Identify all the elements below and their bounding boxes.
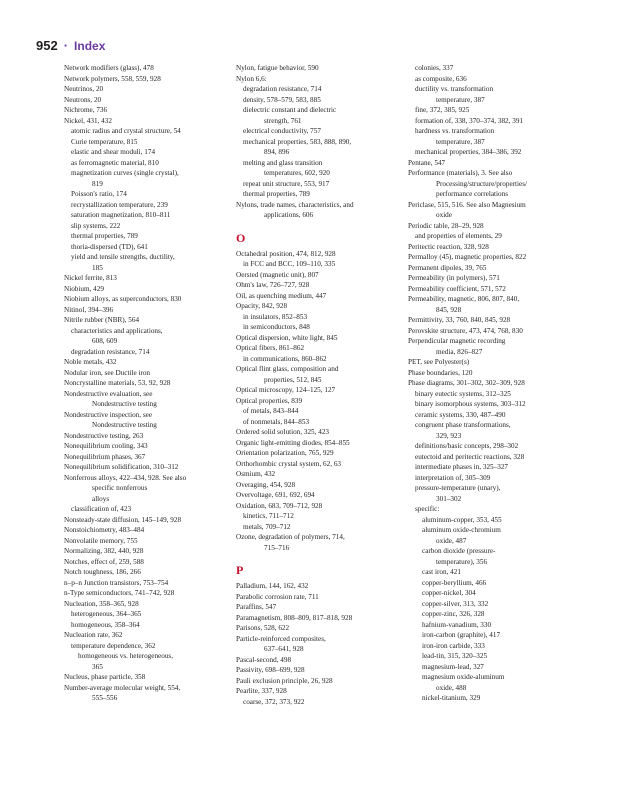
index-subentry: temperatures, 602, 920 xyxy=(264,169,330,177)
index-entry: Optical dispersion, white light, 845 xyxy=(236,333,338,342)
index-entry: Neutrons, 20 xyxy=(64,95,102,104)
index-entry: Pascal-second, 498 xyxy=(236,655,292,664)
index-subentry: aluminum oxide-chromium xyxy=(422,526,501,534)
index-subentry: 845, 928 xyxy=(436,305,462,314)
page-number: 952 xyxy=(36,38,58,53)
index-entry: Permeability (in polymers), 571 xyxy=(408,274,500,282)
index-subentry: magnetization curves (single crystal), xyxy=(71,169,179,177)
index-subentry: in insulators, 852–853 xyxy=(243,312,308,321)
index-entry: Niobium, 429 xyxy=(64,284,104,293)
index-entry: Nylons, trade names, characteristics, and xyxy=(236,200,354,209)
index-subentry: intermediate phases in, 325–327 xyxy=(415,463,509,471)
index-entry: Overvoltage, 691, 692, 694 xyxy=(236,491,315,499)
index-subentry: copper-nickel, 304 xyxy=(422,589,476,597)
index-entry: Ohm's law, 726–727, 928 xyxy=(236,281,310,289)
index-entry: Overaging, 454, 928 xyxy=(236,480,296,489)
index-subentry: of nonmetals, 844–853 xyxy=(243,417,310,426)
index-subentry: mechanical properties, 384–386, 392 xyxy=(415,148,522,156)
index-entry: Nonequilibrium cooling, 343 xyxy=(64,442,148,450)
index-entry: Paraffins, 547 xyxy=(236,603,277,611)
index-entry: Optical properties, 839 xyxy=(236,396,303,405)
index-subentry: coarse, 372, 373, 922 xyxy=(243,697,305,706)
index-entry: Oil, as quenching medium, 447 xyxy=(236,291,327,300)
index-subentry: recrystallization temperature, 239 xyxy=(71,200,168,209)
index-subentry: fine, 372, 385, 925 xyxy=(415,106,470,114)
index-entry: Nitinol, 394–396 xyxy=(64,305,114,314)
index-subentry: homogeneous, 358–364 xyxy=(71,620,140,629)
index-subentry: media, 826–827 xyxy=(436,347,483,356)
index-entry: Nucleation rate, 362 xyxy=(64,631,123,639)
index-subentry: copper-zinc, 326, 328 xyxy=(422,610,485,618)
index-subentry: definitions/basic concepts, 298–302 xyxy=(415,442,519,450)
index-entry: Perpendicular magnetic recording xyxy=(408,337,506,345)
index-subentry: magnesium oxide-aluminum xyxy=(422,673,505,681)
index-subentry: Nondestructive testing xyxy=(92,400,157,408)
index-subentry: aluminum-copper, 353, 455 xyxy=(422,515,502,524)
index-subentry: lead-tin, 315, 320–325 xyxy=(422,652,488,660)
index-subentry: temperature, 387 xyxy=(436,137,485,146)
index-subentry: alloys xyxy=(92,494,110,503)
index-subentry: characteristics and applications, xyxy=(71,326,163,335)
index-entry: Permeability, magnetic, 806, 807, 840, xyxy=(408,295,520,303)
index-entry: Ordered solid solution, 325, 423 xyxy=(236,428,330,436)
index-entry: Periclase, 515, 516. See also Magnesium xyxy=(408,200,526,209)
index-subentry: binary eutectic systems, 312–325 xyxy=(415,389,511,398)
index-entry: Nucleus, phase particle, 358 xyxy=(64,673,146,681)
index-subentry: degradation resistance, 714 xyxy=(243,85,322,93)
index-subentry: performance correlations xyxy=(436,190,509,198)
index-subentry: 301–302 xyxy=(436,494,462,503)
index-subentry: formation of, 338, 370–374, 382, 391 xyxy=(415,116,524,125)
index-entry: Nylon, fatigue behavior, 590 xyxy=(236,64,319,72)
index-entry: Nonvolatile memory, 755 xyxy=(64,536,138,545)
index-subentry: Processing/structure/properties/ xyxy=(436,179,528,188)
index-entry: Niobium alloys, as superconductors, 830 xyxy=(64,295,182,303)
index-entry: Noncrystalline materials, 53, 92, 928 xyxy=(64,379,171,387)
index-subentry: dielectric constant and dielectric xyxy=(243,106,337,114)
index-entry: Permittivity, 33, 760, 840, 845, 928 xyxy=(408,316,511,324)
index-subentry: classification of, 423 xyxy=(71,505,132,513)
index-subentry: congruent phase transformations, xyxy=(415,421,511,429)
index-subentry: specific nonferrous xyxy=(92,484,148,492)
index-entry: Nonequilibrium phases, 367 xyxy=(64,452,146,461)
index-entry: Opacity, 842, 928 xyxy=(236,302,288,310)
index-entry: Organic light-emitting diodes, 854–855 xyxy=(236,438,350,447)
index-subentry: homogeneous vs. heterogeneous, xyxy=(78,652,174,660)
index-subentry: repeat unit structure, 553, 917 xyxy=(243,179,330,188)
index-subentry: density, 578–579, 583, 885 xyxy=(243,95,321,104)
index-entry: Peritectic reaction, 328, 928 xyxy=(408,242,489,251)
index-entry: Optical fibers, 861–862 xyxy=(236,344,305,352)
index-entry: Phase boundaries, 120 xyxy=(408,368,473,377)
index-entry: Pearlite, 337, 928 xyxy=(236,687,287,695)
index-subentry: interpretation of, 305–309 xyxy=(415,473,491,482)
index-entry: Nondestructive inspection, see xyxy=(64,410,153,419)
index-entry: Notches, effect of, 259, 588 xyxy=(64,557,144,566)
index-subentry: Poisson's ratio, 174 xyxy=(71,190,127,198)
index-entry: Octahedral position, 474, 812, 928 xyxy=(236,249,336,258)
index-subentry: iron-iron carbide, 333 xyxy=(422,641,485,650)
index-entry: Passivity, 698–699, 928 xyxy=(236,666,305,674)
index-subentry: pressure-temperature (unary), xyxy=(415,484,501,492)
index-subentry: in communications, 860–862 xyxy=(243,354,327,363)
index-subentry: elastic and shear moduli, 174 xyxy=(71,148,156,156)
index-entry: Parisons, 528, 622 xyxy=(236,624,290,632)
index-subentry: thoria-dispersed (TD), 641 xyxy=(71,242,148,251)
index-entry: Notch toughness, 186, 266 xyxy=(64,568,141,576)
index-entry: Oxidation, 683, 709–712, 928 xyxy=(236,501,323,510)
index-entry: Perovskite structure, 473, 474, 768, 830 xyxy=(408,326,523,335)
index-subentry: thermal properties, 789 xyxy=(243,190,310,198)
index-subentry: binary isomorphous systems, 303–312 xyxy=(415,400,526,408)
index-subentry: applications, 606 xyxy=(264,211,314,219)
index-entry: Nichrome, 736 xyxy=(64,106,108,114)
index-subentry: thermal properties, 789 xyxy=(71,232,138,240)
index-entry: Nonsteady-state diffusion, 145–149, 928 xyxy=(64,515,182,524)
index-subentry: kinetics, 711–712 xyxy=(243,512,294,520)
index-subentry: properties, 512, 845 xyxy=(264,375,322,384)
index-entry: PET, see Polyester(s) xyxy=(408,358,470,366)
index-entry: Performance (materials), 3. See also xyxy=(408,169,513,177)
index-entry: Nonstoichiometry, 483–484 xyxy=(64,526,145,534)
index-subentry: as composite, 636 xyxy=(415,74,467,83)
index-subentry: 185 xyxy=(92,263,103,272)
index-subentry: hardness vs. transformation xyxy=(415,127,495,135)
index-subentry: colonies, 337 xyxy=(415,64,454,72)
index-entry: Nickel, 431, 432 xyxy=(64,116,112,125)
index-entry: Pauli exclusion principle, 26, 928 xyxy=(236,676,333,685)
index-subentry: specific: xyxy=(415,505,440,513)
index-subentry: electrical conductivity, 757 xyxy=(243,127,321,135)
index-subentry: in FCC and BCC, 109–110, 335 xyxy=(243,260,336,268)
index-entry: Number-average molecular weight, 554, xyxy=(64,683,181,692)
index-entry: Nylon 6,6: xyxy=(236,74,267,83)
index-subentry: saturation magnetization, 810–811 xyxy=(71,211,171,219)
section-letter: P xyxy=(236,563,244,577)
section-letter: O xyxy=(236,230,246,245)
index-entry: Optical microscopy, 124–125, 127 xyxy=(236,386,336,394)
index-subentry: 555–556 xyxy=(92,694,118,702)
index-entry: Oersted (magnetic unit), 807 xyxy=(236,270,319,279)
index-subentry: copper-silver, 313, 332 xyxy=(422,599,489,608)
index-entry: Parabolic corrosion rate, 711 xyxy=(236,592,319,601)
index-subentry: copper-beryllium, 466 xyxy=(422,578,487,587)
index-subentry: 715–716 xyxy=(264,543,290,552)
index-entry: Periodic table, 28–29, 928 xyxy=(408,221,484,230)
index-subentry: oxide, 488 xyxy=(436,683,467,692)
index-entry: Osmium, 432 xyxy=(236,470,276,478)
index-entry: Nondestructive evaluation, see xyxy=(64,389,153,398)
index-subentry: eutectoid and peritectic reactions, 328 xyxy=(415,452,525,461)
index-entry: Neutrinos, 20 xyxy=(64,85,104,93)
index-subentry: in semiconductors, 848 xyxy=(243,323,310,331)
index-subentry: 637–641, 928 xyxy=(264,645,304,653)
index-subentry: and properties of elements, 29 xyxy=(415,232,502,240)
index-entry: Normalizing, 382, 440, 928 xyxy=(64,547,144,555)
index-entry: n–p–n Junction transistors, 753–754 xyxy=(64,578,169,587)
index-subentry: slip systems, 222 xyxy=(71,221,121,230)
index-entry: Permanent dipoles, 39, 765 xyxy=(408,263,487,272)
index-subentry: temperature, 387 xyxy=(436,95,485,104)
index-entry: Paramagnetism, 808–809, 817–818, 928 xyxy=(236,613,353,622)
index-entry: Permalloy (45), magnetic properties, 822 xyxy=(408,253,527,261)
index-entry: Pentane, 547 xyxy=(408,158,446,167)
index-subentry: hafnium-vanadium, 330 xyxy=(422,620,492,629)
index-entry: Nodular iron, see Ductile iron xyxy=(64,368,151,377)
index-entry: Nitrile rubber (NBR), 564 xyxy=(64,316,140,324)
index-subentry: oxide xyxy=(436,211,452,219)
index-subentry: ceramic systems, 330, 487–490 xyxy=(415,410,506,419)
index-subentry: 329, 923 xyxy=(436,431,462,440)
header-separator: · xyxy=(63,38,69,53)
index-subentry: Nondestructive testing xyxy=(92,421,157,429)
index-subentry: atomic radius and crystal structure, 54 xyxy=(71,127,181,135)
index-entry: Nonequilibrium solidification, 310–312 xyxy=(64,463,179,471)
index-subentry: ductility vs. transformation xyxy=(415,85,494,93)
index-subentry: oxide, 487 xyxy=(436,536,467,545)
index-subentry: 608, 609 xyxy=(92,337,118,345)
index-subentry: 365 xyxy=(92,662,103,671)
index-entry: Phase diagrams, 301–302, 302–309, 928 xyxy=(408,379,525,387)
index-entry: Palladium, 144, 162, 432 xyxy=(236,582,309,590)
index-entry: Orthorhombic crystal system, 62, 63 xyxy=(236,459,342,468)
index-subentry: cast iron, 421 xyxy=(422,568,461,576)
index-entry: Network modifiers (glass), 478 xyxy=(64,64,154,72)
index-entry: Ozone, degradation of polymers, 714, xyxy=(236,533,345,541)
index-subentry: as ferromagnetic material, 810 xyxy=(71,158,159,167)
index-entry: Nucleation, 358–365, 928 xyxy=(64,599,139,608)
index-entry: Noble metals, 432 xyxy=(64,358,117,366)
index-subentry: magnesium-lead, 327 xyxy=(422,662,484,671)
index-entry: Particle-reinforced composites, xyxy=(236,634,326,643)
index-entry: Nonferrous alloys, 422–434, 928. See also xyxy=(64,473,187,482)
index-subentry: of metals, 843–844 xyxy=(243,407,299,415)
index-subentry: iron-carbon (graphite), 417 xyxy=(422,631,501,639)
index-subentry: temperature dependence, 362 xyxy=(71,641,156,650)
index-subentry: strength, 761 xyxy=(264,116,302,125)
index-subentry: metals, 709–712 xyxy=(243,522,291,531)
index-subentry: yield and tensile strengths, ductility, xyxy=(71,253,175,261)
index-column-2 xyxy=(236,63,408,707)
index-entry: Optical flint glass, composition and xyxy=(236,365,339,373)
index-entry: Network polymers, 558, 559, 928 xyxy=(64,74,161,83)
index-subentry: 819 xyxy=(92,179,103,188)
index-entry: n-Type semiconductors, 741–742, 928 xyxy=(64,589,175,597)
section-title: Index xyxy=(74,39,106,53)
index-subentry: temperature), 356 xyxy=(436,557,488,566)
index-subentry: melting and glass transition xyxy=(243,158,323,167)
index-entry: Nondestructive testing, 263 xyxy=(64,431,144,440)
page-header xyxy=(36,38,105,53)
index-column-3 xyxy=(408,63,580,704)
index-subentry: 894, 896 xyxy=(264,148,290,156)
index-subentry: heterogeneous, 364–365 xyxy=(71,610,142,618)
index-subentry: Curie temperature, 815 xyxy=(71,137,138,146)
index-subentry: nickel-titanium, 329 xyxy=(422,694,481,702)
index-entry: Nickel ferrite, 813 xyxy=(64,274,117,282)
index-subentry: mechanical properties, 583, 888, 890, xyxy=(243,137,352,146)
index-subentry: carbon dioxide (pressure- xyxy=(422,547,496,555)
index-entry: Permeability coefficient, 571, 572 xyxy=(408,284,506,293)
index-entry: Orientation polarization, 765, 929 xyxy=(236,449,334,457)
index-column-1 xyxy=(64,63,236,704)
index-subentry: degradation resistance, 714 xyxy=(71,347,150,356)
